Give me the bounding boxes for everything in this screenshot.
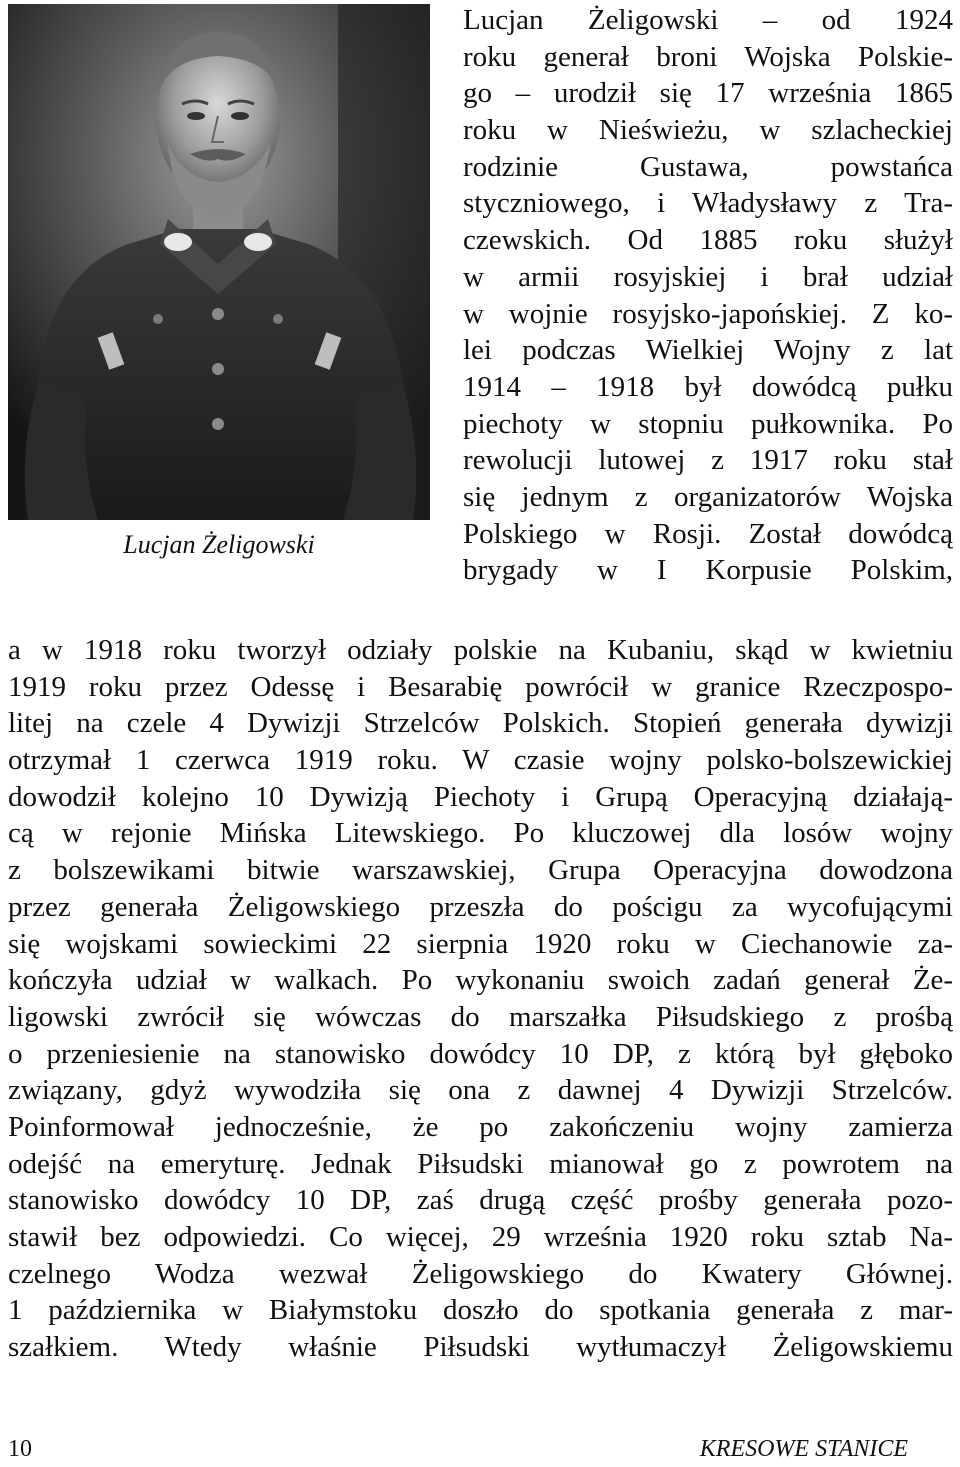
text-line: a w 1918 roku tworzył odziały polskie na Kubaniu, skąd w kwietniu <box>8 634 953 666</box>
text-line: go – urodził się 17 września 1865 <box>463 77 953 110</box>
text-line: kończyła udział w walkach. Po wykonaniu swoich zadań generał Że- <box>8 964 953 997</box>
text-line: roku w Nieświeżu, w szlacheckiej <box>463 114 953 147</box>
text-line: styczniowego, i Władysławy z Tra- <box>463 187 953 220</box>
side-text-column <box>463 2 953 589</box>
photo-caption: Lucjan Żeligowski <box>123 530 315 559</box>
text-line: 1914 – 1918 był dowódcą pułku <box>463 370 953 403</box>
page-number: 10 <box>8 1436 32 1462</box>
text-line: 1919 roku przez Odessę i Besarabię powrócił w granice Rzeczpospo- <box>8 670 953 703</box>
text-line: przez generała Żeligowskiego przeszła do pościgu za wycofującymi <box>8 890 953 923</box>
text-line: związany, gdyż wywodziła się ona z dawnej 4 Dywizji Strzelców. <box>8 1074 953 1107</box>
text-line: piechoty w stopniu pułkownika. Po <box>463 407 953 440</box>
text-line: czewskich. Od 1885 roku służył <box>463 224 953 257</box>
text-line: się wojskami sowieckimi 22 sierpnia 1920 roku w Ciechanowie za- <box>8 927 953 960</box>
text-line: Poinformował jednocześnie, że po zakończeniu wojny zamierza <box>8 1110 953 1143</box>
text-line: czelnego Wodza wezwał Żeligowskiego do Kwatery Głównej. <box>8 1257 953 1290</box>
text-line: otrzymał 1 czerwca 1919 roku. W czasie wojny polsko-bolszewickiej <box>8 744 953 777</box>
text-line: 1 października w Białymstoku doszło do spotkania generała z mar- <box>8 1294 953 1327</box>
text-line: litej na czele 4 Dywizji Strzelców Polskich. Stopień generała dywizji <box>8 707 953 740</box>
text-line: się jednym z organizatorów Wojska <box>463 480 953 513</box>
text-line: brygady w I Korpusie Polskim, <box>463 554 953 587</box>
text-line: szałkiem. Wtedy właśnie Piłsudski wytłumaczył Żeligowskiemu <box>8 1331 953 1364</box>
text-line: Polskiego w Rosji. Został dowódcą <box>463 517 953 550</box>
text-line: odejść na emeryturę. Jednak Piłsudski mianował go z powrotem na <box>8 1147 953 1180</box>
text-line: cą w rejonie Mińska Litewskiego. Po kluczowej dla losów wojny <box>8 817 953 850</box>
text-line: Lucjan Żeligowski – od 1924 <box>463 4 953 36</box>
running-title: KRESOWE STANICE <box>699 1436 908 1462</box>
text-line: dowodził kolejno 10 Dywizją Piechoty i Grupą Operacyjną działają- <box>8 780 953 813</box>
portrait-illustration <box>8 4 430 520</box>
text-line: rodzinie Gustawa, powstańca <box>463 150 953 183</box>
text-line: stawił bez odpowiedzi. Co więcej, 29 września 1920 roku sztab Na- <box>8 1221 953 1253</box>
full-width-text <box>8 632 953 1366</box>
text-line: stanowisko dowódcy 10 DP, zaś drugą część prośby generała pozo- <box>8 1184 953 1217</box>
text-line: rewolucji lutowej z 1917 roku stał <box>463 444 953 477</box>
text-line: z bolszewikami bitwie warszawskiej, Grupa Operacyjna dowodzona <box>8 854 953 887</box>
text-line: w armii rosyjskiej i brał udział <box>463 260 953 293</box>
text-line: w wojnie rosyjsko-japońskiej. Z ko- <box>463 297 953 330</box>
text-line: ligowski zwrócił się wówczas do marszałka Piłsudskiego z prośbą <box>8 1000 953 1033</box>
text-line: o przeniesienie na stanowisko dowódcy 10 DP, z którą był głęboko <box>8 1037 953 1070</box>
portrait-photo <box>8 4 430 520</box>
text-line: roku generał broni Wojska Polskie- <box>463 40 953 73</box>
text-line: lei podczas Wielkiej Wojny z lat <box>463 334 953 367</box>
